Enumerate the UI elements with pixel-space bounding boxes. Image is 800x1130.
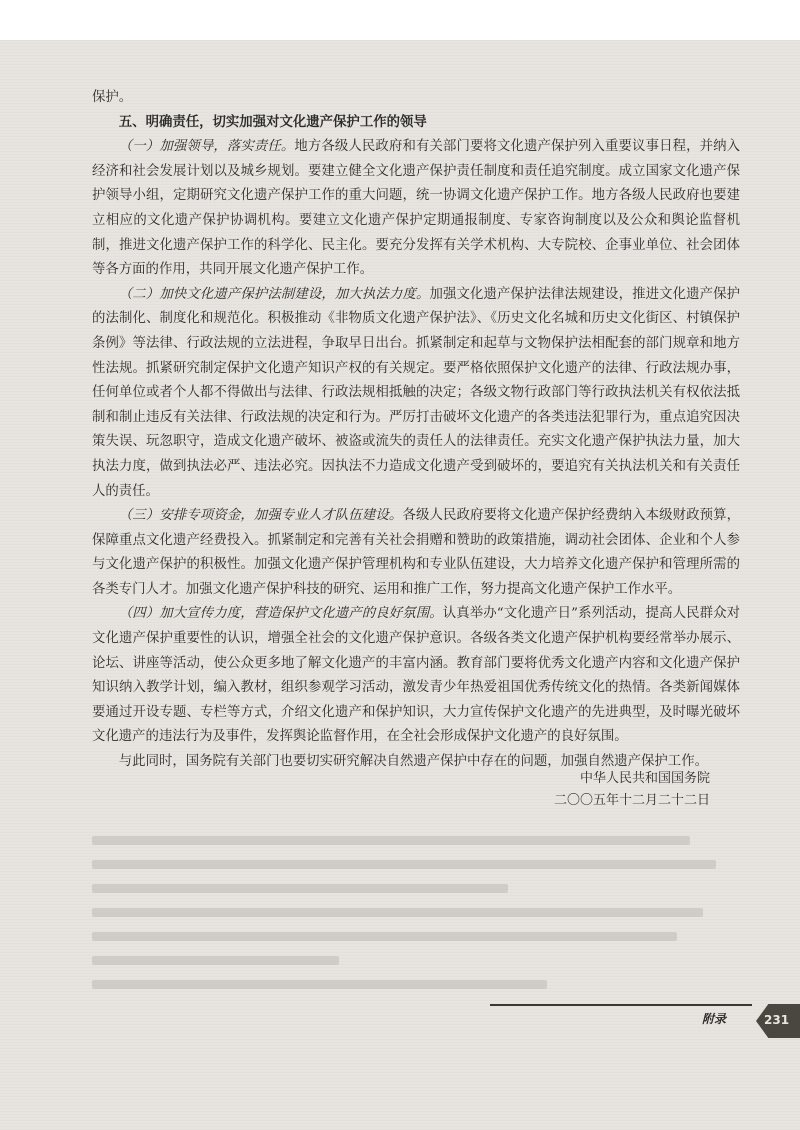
paragraph-1-body: 地方各级人民政府和有关部门要将文化遗产保护列入重要议事日程，并纳入经济和社会发展计划以及城乡规划。要建立健全文化遗产保护责任制度和责任追究制度。成立国家文化遗产保护领导小组，定期研究文化遗产保护工作的重大问题，统一协调文化遗产保护工作。地方各级人民政府也要建立相应的文化遗产保护协调机构。要建立文化遗产保护定期通报制度、专家咨询制度以及公众和舆论监督机制，推进文化遗产保护工作的科学化、民主化。要充分发挥有关学术机构、大专院校、企事业单位、社会团体等各方面的作用，共同开展文化遗产保护工作。 — [92, 139, 741, 278]
signature-date: 二〇〇五年十二月二十二日 — [553, 793, 710, 808]
paragraph-4-lead: （四）加大宣传力度，营造保护文化遗产的良好氛围。 — [118, 606, 443, 622]
page-number: 231 — [764, 1013, 790, 1027]
bleed-through-text — [92, 836, 742, 1036]
paragraph-3-lead: （三）安排专项资金，加强专业人才队伍建设。 — [118, 508, 403, 524]
closing-paragraph: 与此同时，国务院有关部门也要切实研究解决自然遗产保护中存在的问题，加强自然遗产保护工作。 — [118, 754, 708, 770]
paragraph-1-lead: （一）加强领导，落实责任。 — [118, 139, 295, 155]
document-body — [92, 86, 740, 775]
signature-issuer: 中华人民共和国国务院 — [579, 771, 710, 786]
paragraph-1 — [92, 135, 740, 283]
section-heading: 五、明确责任，切实加强对文化遗产保护工作的领导 — [118, 114, 427, 130]
continuation-line: 保护。 — [92, 90, 133, 105]
paragraph-4 — [92, 602, 740, 750]
footer-section-label: 附录 — [702, 1012, 727, 1026]
paragraph-3 — [92, 504, 740, 602]
signature-block — [450, 768, 750, 812]
paragraph-3-body: 各级人民政府要将文化遗产保护经费纳入本级财政预算，保障重点文化遗产经费投入。抓紧制定和完善有关社会捐赠和赞助的政策措施，调动社会团体、企业和个人参与文化遗产保护的积极性。加强文化遗产保护管理机构和专业队伍建设，大力培养文化遗产保护和管理所需的各类专门人才。加强文化遗产保护科技的研究、运用和推广工作，努力提高文化遗产保护工作水平。 — [92, 508, 741, 597]
paragraph-2 — [92, 283, 740, 504]
paragraph-2-lead: （二）加快文化遗产保护法制建设，加大执法力度。 — [118, 286, 430, 302]
paragraph-4-body: 认真举办“文化遗产日”系列活动，提高人民群众对文化遗产保护重要性的认识，增强全社会的文化遗产保护意识。各级各类文化遗产保护机构要经常举办展示、论坛、讲座等活动，使公众更多地了解文化遗产的丰富内涵。教育部门要将优秀文化遗产内容和文化遗产保护知识纳入教学计划，编入教材，组织参观学习活动，激发青少年热爱祖国优秀传统文化的热情。各类新闻媒体要通过开设专题、专栏等方式，介绍文化遗产和保护知识，大力宣传保护文化遗产的先进典型，及时曝光破坏文化遗产的违法行为及事件，发挥舆论监督作用，在全社会形成保护文化遗产的良好氛围。 — [92, 606, 740, 745]
footer-rule — [490, 1004, 752, 1006]
paragraph-2-body: 加强文化遗产保护法律法规建设，推进文化遗产保护的法制化、制度化和规范化。积极推动《非物质文化遗产保护法》、《历史文化名城和历史文化街区、村镇保护条例》等法律、行政法规的立法进程，争取早日出台。抓紧制定和起草与文物保护法相配套的部门规章和地方性法规。抓紧研究制定保护文化遗产知识产权的有关规定。要严格依照保护文化遗产的法律、行政法规办事，任何单位或者个人都不得做出与法律、行政法规相抵触的决定；各级文物行政部门等行政执法机关有权依法抵制和制止违反有关法律、行政法规的决定和行为。严厉打击破坏文化遗产的各类违法犯罪行为，重点追究因决策失误、玩忽职守，造成文化遗产破坏、被盗或流失的责任人的法律责任。充实文化遗产保护执法力量，加大执法力度，做到执法必严、违法必究。因执法不力造成文化遗产受到破坏的，要追究有关执法机关和有关责任人的责任。 — [92, 286, 741, 499]
